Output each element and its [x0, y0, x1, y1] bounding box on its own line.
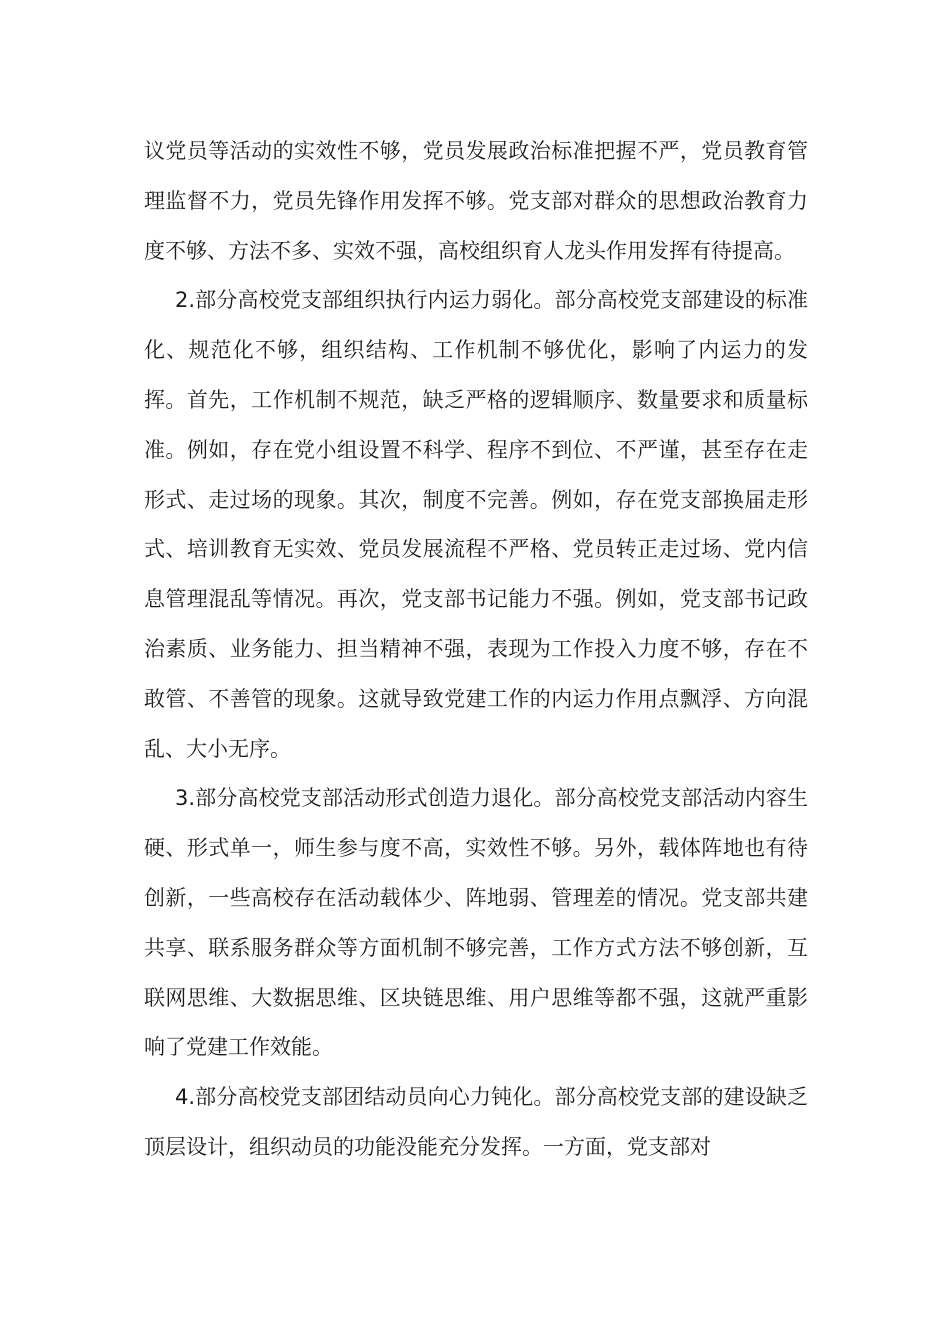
paragraph-2: 2.部分高校党支部组织执行内运力弱化。部分高校党支部建设的标准化、规范化不够，组织结构、工作机制不够优化，影响了内运力的发挥。首先，工作机制不规范，缺乏严格的逻辑顺序、数量要求和质量标准。例如，存在党小组设置不科学、程序不到位、不严谨，甚至存在走形式、走过场的现象。其次，制度不完善。例如，存在党支部换届走形式、培训教育无实效、党员发展流程不严格、党员转正走过场、党内信息管理混乱等情况。再次，党支部书记能力不强。例如，党支部书记政治素质、业务能力、担当精神不强，表现为工作投入力度不够，存在不敢管、不善管的现象。这就导致党建工作的内运力作用点飘浮、方向混乱、大小无序。: [144, 288, 808, 761]
paragraph-1: 议党员等活动的实效性不够，党员发展政治标准把握不严，党员教育管理监督不力，党员先锋作用发挥不够。党支部对群众的思想政治教育力度不够、方法不多、实效不强，高校组织育人龙头作用发挥有待提高。: [144, 139, 808, 263]
paragraph-3: 3.部分高校党支部活动形式创造力退化。部分高校党支部活动内容生硬、形式单一，师生参与度不高，实效性不够。另外，载体阵地也有待创新，一些高校存在活动载体少、阵地弱、管理差的情况。党支部共建共享、联系服务群众等方面机制不够完善，工作方式方法不够创新，互联网思维、大数据思维、区块链思维、用户思维等都不强，这就严重影响了党建工作效能。: [144, 786, 808, 1060]
paragraph-4: 4.部分高校党支部团结动员向心力钝化。部分高校党支部的建设缺乏顶层设计，组织动员的功能没能充分发挥。一方面，党支部对: [144, 1085, 808, 1159]
document-body: [144, 127, 808, 1173]
